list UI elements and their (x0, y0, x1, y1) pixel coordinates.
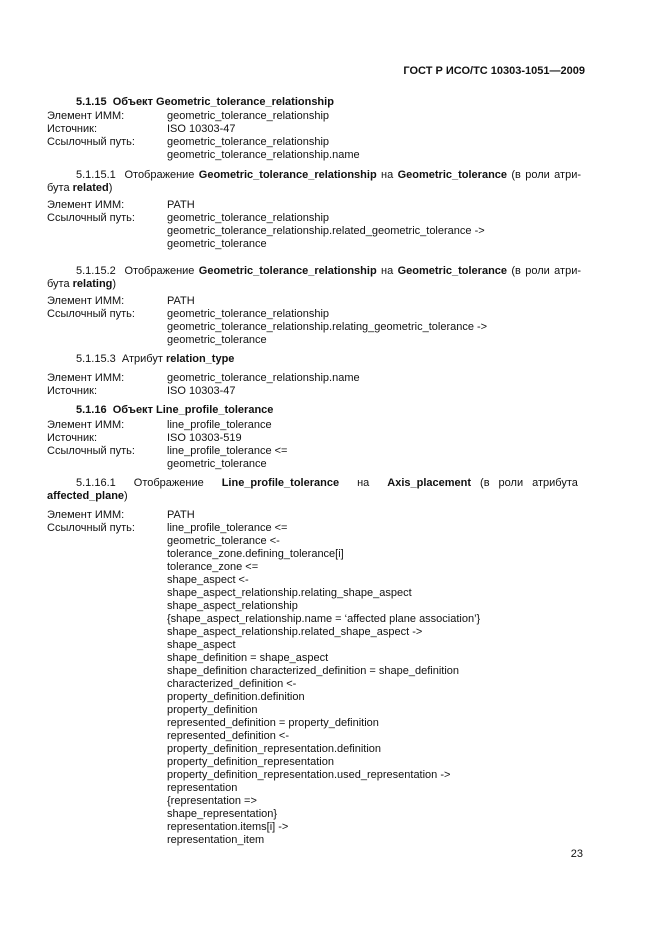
field-value: geometric_tolerance_relationship (167, 212, 330, 224)
field-label: Источник: (47, 432, 98, 444)
section-heading-5-1-16: 5.1.16 Объект Line_profile_tolerance (76, 404, 274, 416)
field-value: geometric_tolerance_relationship.related_geometric_tolerance -> (167, 225, 485, 237)
field-value: {shape_aspect_relationship.name = ‘affected plane association’} (167, 613, 481, 625)
field-label: Элемент ИММ: (47, 509, 125, 521)
field-value: characterized_definition <- (167, 678, 297, 690)
field-label: Ссылочный путь: (47, 308, 135, 320)
field-value: shape_aspect (167, 639, 236, 651)
paragraph-5-1-16-1: 5.1.16.1 Отображение Line_profile_tolerance на Axis_placement (в роли атрибута affected_plane) (47, 477, 578, 502)
field-label: Элемент ИММ: (47, 110, 125, 122)
field-value: shape_definition characterized_definition = shape_definition (167, 665, 460, 677)
field-value: line_profile_tolerance <= (167, 445, 288, 457)
field-value: shape_aspect_relationship.relating_shape_aspect (167, 587, 412, 599)
field-value: PATH (167, 509, 195, 521)
field-value: ISO 10303-47 (167, 385, 236, 397)
field-value: tolerance_zone.defining_tolerance[i] (167, 548, 344, 560)
field-value: geometric_tolerance (167, 238, 267, 250)
field-value: line_profile_tolerance <= (167, 522, 288, 534)
field-value: property_definition_representation.definition (167, 743, 382, 755)
field-value: shape_aspect_relationship (167, 600, 298, 612)
field-label: Элемент ИММ: (47, 199, 125, 211)
field-value: geometric_tolerance (167, 458, 267, 470)
field-value: shape_aspect_relationship.related_shape_aspect -> (167, 626, 423, 638)
paragraph-5-1-15-1: 5.1.15.1 Отображение Geometric_tolerance_relationship на Geometric_tolerance (в роли атри-бута related) (47, 169, 581, 194)
field-value: property_definition_representation (167, 756, 334, 768)
section-heading-5-1-15: 5.1.15 Объект Geometric_tolerance_relationship (76, 96, 334, 108)
field-value: {representation => (167, 795, 257, 807)
field-label: Элемент ИММ: (47, 419, 125, 431)
field-label: Источник: (47, 385, 98, 397)
field-label: Элемент ИММ: (47, 295, 125, 307)
reference-path-list (167, 522, 480, 847)
field-label: Ссылочный путь: (47, 522, 135, 534)
field-label: Ссылочный путь: (47, 136, 135, 148)
field-value: ISO 10303-519 (167, 432, 242, 444)
field-label: Элемент ИММ: (47, 372, 125, 384)
field-label: Источник: (47, 123, 98, 135)
field-value: represented_definition = property_definition (167, 717, 379, 729)
field-value: PATH (167, 295, 195, 307)
page-number: 23 (570, 848, 583, 860)
field-value: representation.items[i] -> (167, 821, 289, 833)
field-value: geometric_tolerance_relationship (167, 110, 330, 122)
field-value: property_definition_representation.used_representation -> (167, 769, 451, 781)
field-value: representation (167, 782, 238, 794)
field-value: representation_item (167, 834, 265, 846)
field-label: Ссылочный путь: (47, 445, 135, 457)
field-value: geometric_tolerance_relationship.name (167, 372, 360, 384)
running-header: ГОСТ Р ИСО/ТС 10303-1051—2009 (403, 65, 585, 77)
field-value: geometric_tolerance_relationship.name (167, 149, 360, 161)
field-value: geometric_tolerance_relationship (167, 308, 330, 320)
field-value: shape_representation} (167, 808, 278, 820)
field-value: geometric_tolerance (167, 334, 267, 346)
field-value: ISO 10303-47 (167, 123, 236, 135)
field-value: geometric_tolerance <- (167, 535, 280, 547)
field-value: shape_aspect <- (167, 574, 249, 586)
paragraph-5-1-15-3: 5.1.15.3 Атрибут relation_type (76, 353, 235, 365)
field-value: line_profile_tolerance (167, 419, 272, 431)
field-value: PATH (167, 199, 195, 211)
field-value: geometric_tolerance_relationship (167, 136, 330, 148)
field-value: represented_definition <- (167, 730, 289, 742)
field-value: property_definition (167, 704, 258, 716)
paragraph-5-1-15-2: 5.1.15.2 Отображение Geometric_tolerance_relationship на Geometric_tolerance (в роли атри-бута relating) (47, 265, 581, 290)
field-value: shape_definition = shape_aspect (167, 652, 329, 664)
field-value: property_definition.definition (167, 691, 305, 703)
field-value: tolerance_zone <= (167, 561, 259, 573)
field-value: geometric_tolerance_relationship.relating_geometric_tolerance -> (167, 321, 488, 333)
field-label: Ссылочный путь: (47, 212, 135, 224)
